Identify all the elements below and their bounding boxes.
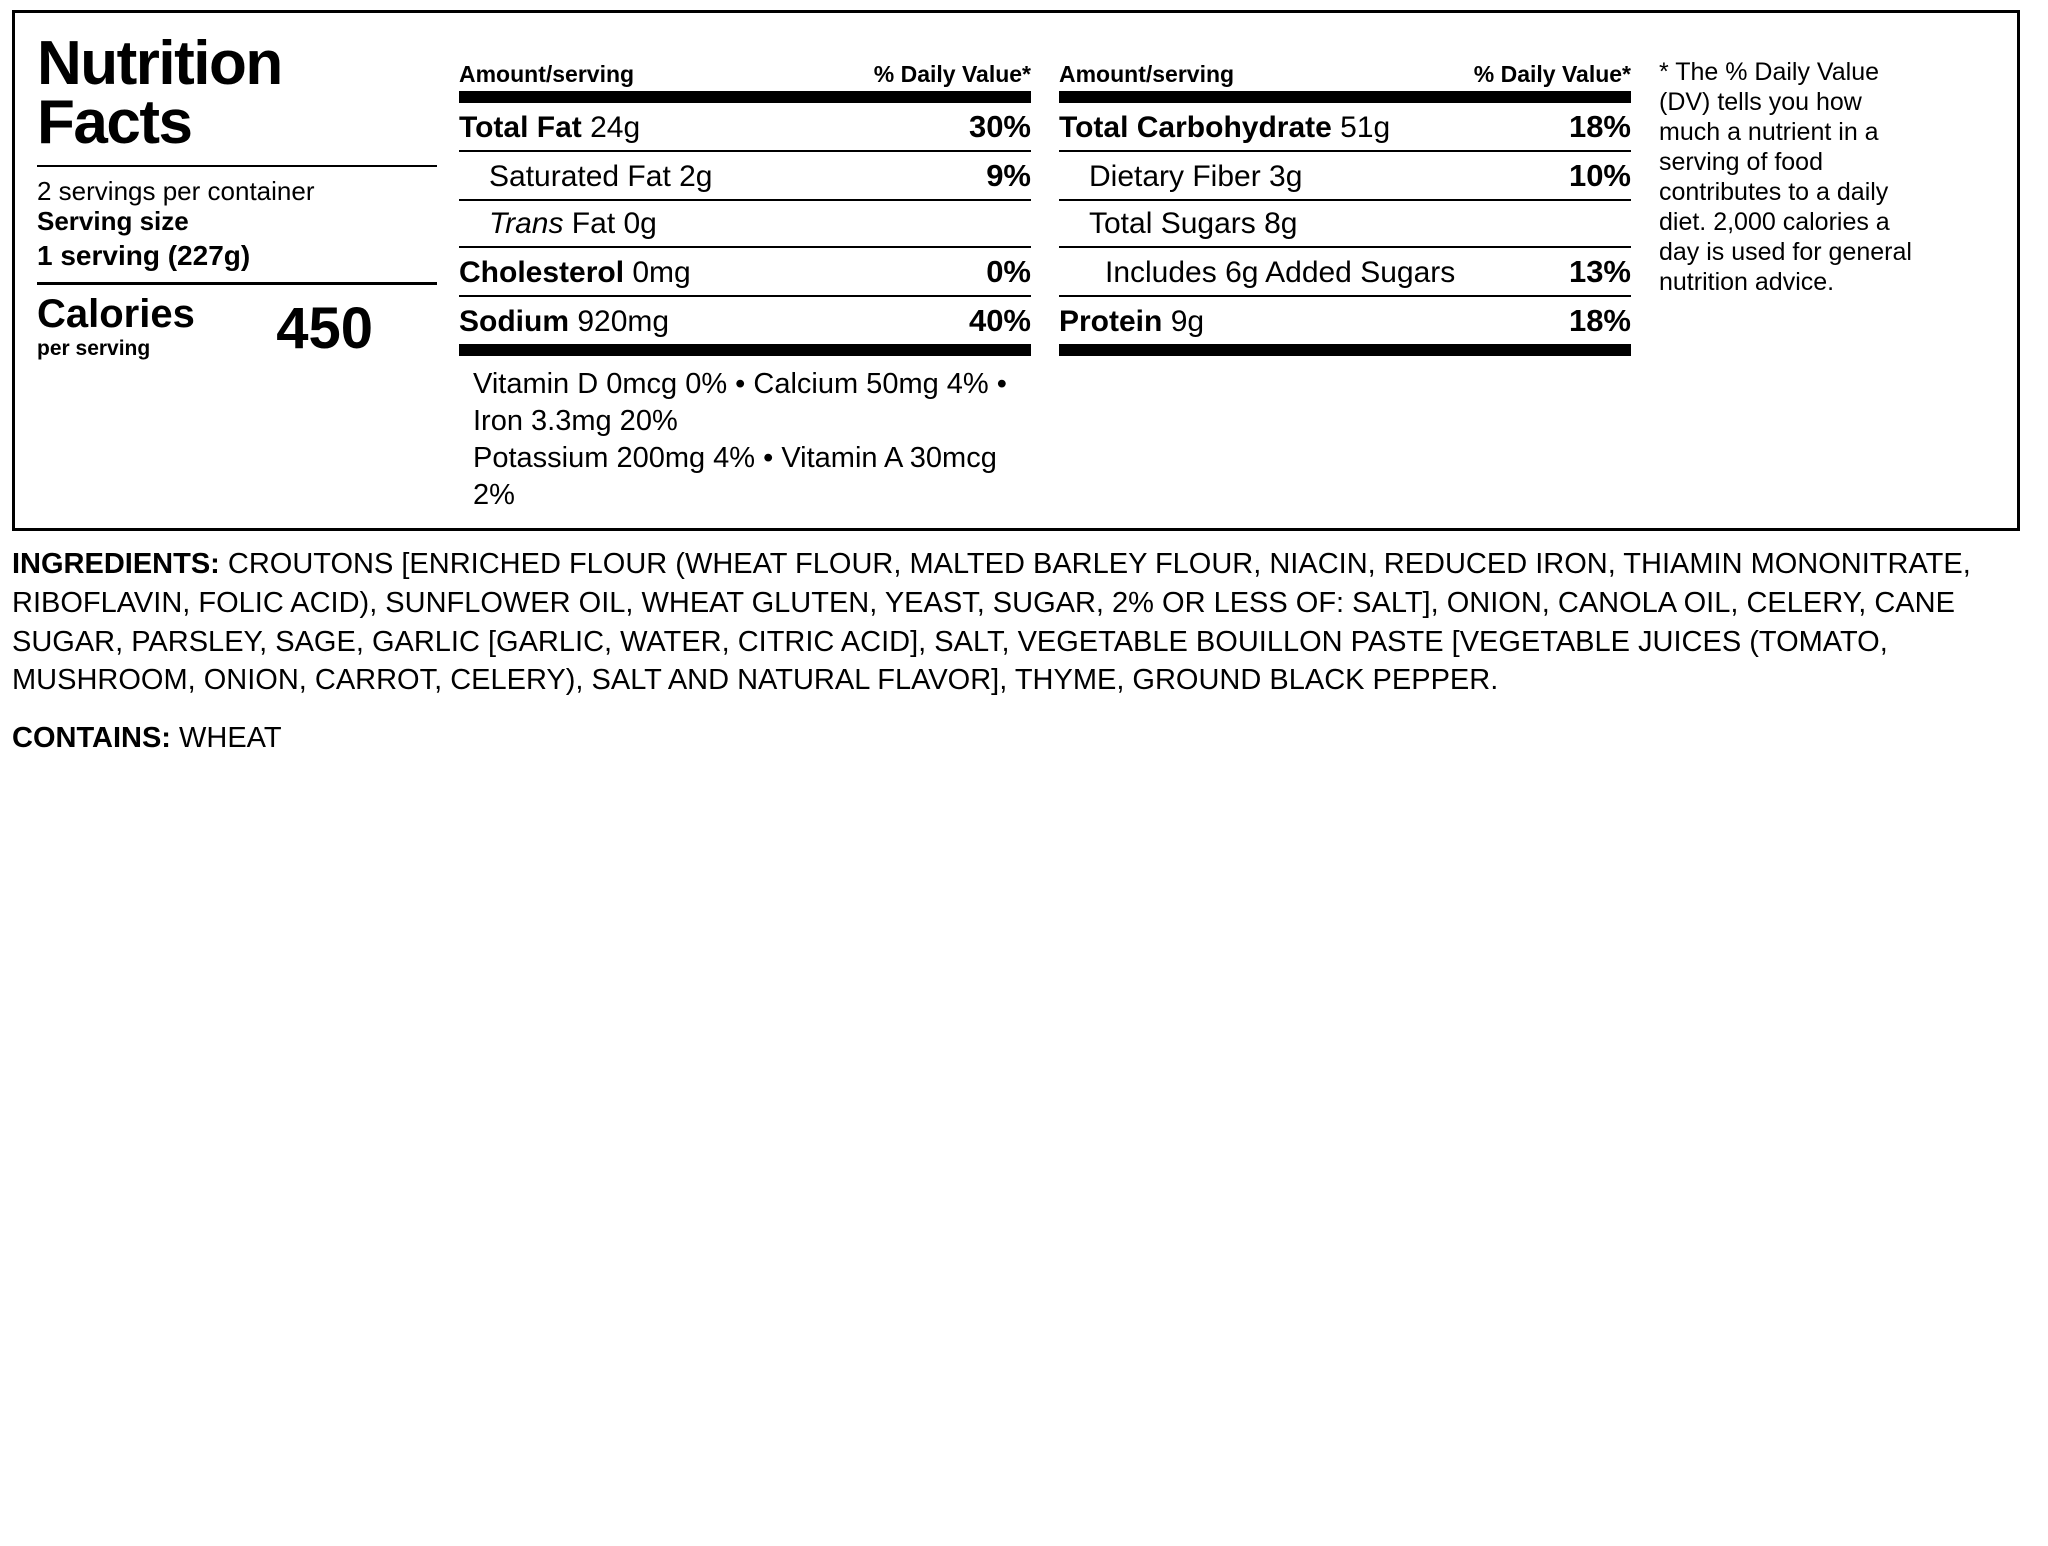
nutrient-row	[1059, 201, 1631, 248]
nutrient-name: Total Carbohydrate	[1059, 111, 1332, 144]
nutrient-name: Total Fat	[459, 111, 582, 144]
serving-info-column	[15, 13, 445, 370]
amount-per-serving-header: Amount/serving	[459, 61, 635, 87]
contains-text: WHEAT	[170, 721, 282, 754]
nutrient-dv: 9%	[986, 158, 1031, 193]
header-bar-right	[1059, 91, 1631, 103]
nutrient-dv: 30%	[968, 109, 1031, 144]
nutrient-amount: Total Sugars 8g	[1089, 207, 1298, 240]
nutrient-dv: 18%	[1568, 109, 1631, 144]
nutrient-row	[459, 297, 1031, 344]
serving-size-label: Serving size	[37, 205, 189, 236]
nutrient-row	[1059, 103, 1631, 152]
vitamins-line-1: Vitamin D 0mcg 0% • Calcium 50mg 4% • Iron 3.3mg 20%	[473, 368, 1007, 438]
footer-bar-left	[459, 344, 1031, 356]
nutrient-columns	[445, 13, 1645, 528]
nutrition-facts-panel	[12, 10, 2020, 531]
nutrition-label	[12, 10, 2020, 755]
nutrient-column-right-header	[1059, 61, 1631, 91]
nutrient-amount: 9g	[1162, 305, 1205, 338]
nutrient-dv: 18%	[1568, 303, 1631, 338]
daily-value-header: % Daily Value*	[873, 61, 1031, 87]
contains-block	[12, 722, 2020, 755]
title-line-2: Facts	[37, 87, 192, 157]
divider-under-serving-size	[37, 282, 437, 285]
title-line-1: Nutrition	[37, 29, 282, 98]
nutrient-row	[1059, 297, 1631, 344]
amount-per-serving-header: Amount/serving	[1059, 61, 1235, 87]
serving-size-value: 1 serving (227g)	[37, 239, 251, 271]
nutrient-amount: 920mg	[569, 305, 670, 338]
calories-value: 450	[276, 296, 373, 362]
nutrient-row	[459, 201, 1031, 248]
nutrient-amount: 0mg	[624, 256, 691, 289]
nutrient-name: Cholesterol	[459, 256, 625, 289]
nutrient-row	[459, 248, 1031, 297]
daily-value-footnote: * The % Daily Value (DV) tells you how much a nutrient in a serving of food contributes to a daily diet. 2,000 calories a day is used for general nutrition advice.	[1659, 58, 1912, 296]
calories-label: Calories	[37, 292, 195, 337]
nutrient-name-italic: Trans	[489, 207, 564, 240]
calories-sublabel: per serving	[37, 337, 151, 361]
nutrient-dv: 0%	[986, 254, 1031, 289]
ingredients-block	[12, 545, 2020, 699]
nutrient-dv: 13%	[1568, 254, 1631, 289]
nutrient-name: Protein	[1059, 305, 1163, 338]
vitamins-line-2: Potassium 200mg 4% • Vitamin A 30mcg 2%	[473, 442, 997, 512]
divider-under-title	[37, 165, 437, 167]
ingredients-heading: INGREDIENTS:	[12, 548, 220, 581]
vitamins-block	[459, 356, 1031, 528]
footer-bar-right	[1059, 344, 1631, 356]
nutrient-name: Sodium	[459, 305, 569, 338]
daily-value-header: % Daily Value*	[1473, 61, 1631, 87]
nutrient-row	[459, 152, 1031, 201]
nutrient-dv: 10%	[1568, 158, 1631, 193]
nutrient-amount: 51g	[1331, 111, 1391, 144]
servings-per-container: 2 servings per container	[37, 175, 315, 206]
nutrient-dv: 40%	[968, 303, 1031, 338]
ingredients-text: CROUTONS [ENRICHED FLOUR (WHEAT FLOUR, MALTED BARLEY FLOUR, NIACIN, REDUCED IRON, THIAMIN MONONITRATE, RIBOFLAVIN, FOLIC ACID), SUNFLOWER OIL, WHEAT GLUTEN, YEAST, SUGAR, 2% OR LESS OF: SALT], ONION, CANOLA OIL, CELERY, CANE SUGAR, PARSLEY, SAGE, GARLIC [GARLIC, WATER, CITRIC ACID], SALT, VEGETABLE BOUILLON PASTE [VEGETABLE JUICES (TOMATO, MUSHROOM, ONION, CARROT, CELERY), SALT AND NATURAL FLAVOR], THYME, GROUND BLACK PEPPER.	[12, 548, 1971, 697]
nutrient-row	[1059, 248, 1631, 297]
calories-row	[37, 293, 437, 360]
nutrient-row	[1059, 152, 1631, 201]
header-bar-left	[459, 91, 1031, 103]
nutrient-amount: Dietary Fiber 3g	[1089, 160, 1303, 193]
nutrient-column-right	[1045, 61, 1645, 528]
nutrient-amount: Saturated Fat 2g	[489, 160, 713, 193]
nutrient-amount: 24g	[581, 111, 641, 144]
page-title	[37, 29, 445, 157]
nutrient-amount: Fat 0g	[563, 207, 657, 240]
nutrient-column-left-header	[459, 61, 1031, 91]
nutrient-amount: Includes 6g Added Sugars	[1105, 256, 1456, 289]
nutrient-row	[459, 103, 1031, 152]
nutrient-column-left	[445, 61, 1045, 528]
contains-heading: CONTAINS:	[12, 721, 171, 754]
